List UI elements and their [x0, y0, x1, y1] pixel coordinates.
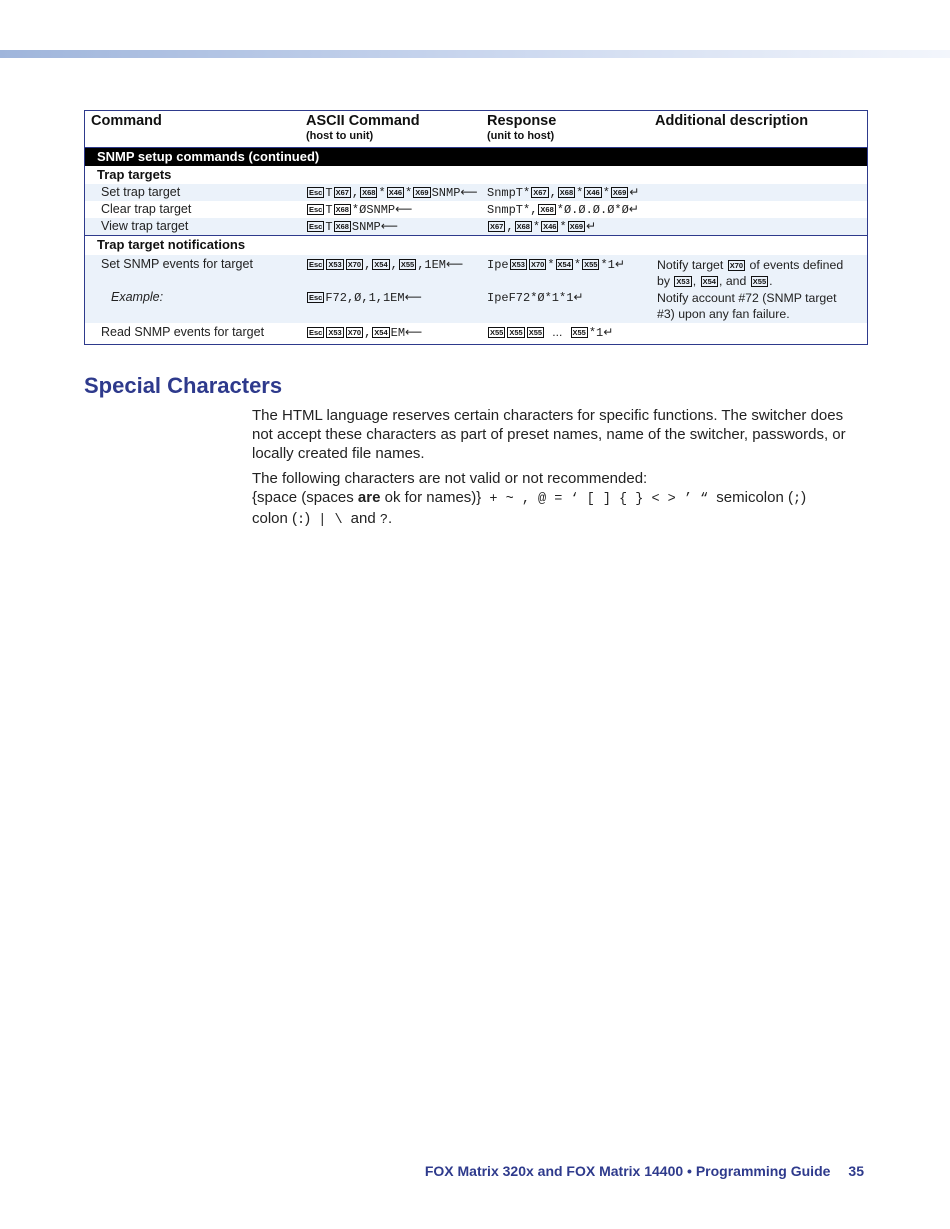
return-arrow-icon: ↵	[586, 219, 597, 233]
response: Ipe X53 X70 * X54 * X55 *1↵	[487, 257, 625, 272]
enter-arrow-icon: ⟵	[395, 202, 413, 216]
response: X67 , X68 * X46 * X69 ↵	[490, 219, 597, 234]
return-arrow-icon: ↵	[628, 202, 639, 216]
enter-arrow-icon: ⟵	[405, 325, 423, 339]
top-accent-bar	[0, 50, 950, 58]
row-label: Example:	[111, 290, 164, 304]
description: Notify target X70 of events defined by X53 , X54 , and X55 .	[657, 258, 844, 288]
page-footer	[425, 1163, 864, 1179]
row-label: Read SNMP events for target	[101, 325, 265, 339]
table-row	[85, 323, 867, 343]
footer-title: FOX Matrix 320x and FOX Matrix 14400 • Programming Guide	[424, 1163, 831, 1179]
page-number: 35	[848, 1163, 864, 1179]
group-title-trap-targets: Trap targets	[97, 167, 172, 182]
response: SnmpT*, X68 *Ø.Ø.Ø.Ø*Ø↵	[487, 202, 639, 217]
description: Notify account #72 (SNMP target #3) upon any fan failure.	[657, 291, 837, 321]
ascii-command: Esc T X68 SNMP⟵	[309, 219, 398, 234]
table-header	[85, 111, 867, 148]
row-label: Set SNMP events for target	[101, 257, 253, 271]
section-heading: Special Characters	[84, 373, 283, 398]
response: IpeF72*Ø*1*1↵	[487, 290, 584, 305]
ascii-command: Esc F72,Ø,1,1EM⟵	[309, 290, 422, 305]
ascii-command: Esc X53 X70 , X54 EM⟵	[309, 325, 423, 340]
return-arrow-icon: ↵	[629, 185, 640, 199]
enter-arrow-icon: ⟵	[460, 185, 478, 199]
col-response: Response (unit to host)	[487, 113, 557, 142]
enter-arrow-icon: ⟵	[404, 290, 422, 304]
col-command: Command	[91, 113, 162, 129]
return-arrow-icon: ↵	[603, 325, 614, 339]
ascii-command: Esc T X68 *ØSNMP⟵	[309, 202, 413, 217]
ascii-command: Esc X53 X70 , X54 , X55 ,1EM⟵	[309, 257, 464, 272]
ascii-command: Esc T X67 , X68 * X46 * X69 SNMP⟵	[309, 185, 478, 200]
enter-arrow-icon: ⟵	[380, 219, 398, 233]
row-label: Clear trap target	[101, 202, 192, 216]
table-row	[85, 201, 867, 218]
table-row	[85, 289, 867, 323]
row-label: Set trap target	[101, 185, 181, 199]
col-description: Additional description	[655, 113, 809, 129]
table-row	[85, 255, 867, 289]
return-arrow-icon: ↵	[573, 290, 584, 304]
enter-arrow-icon: ⟵	[446, 257, 464, 271]
table-row	[85, 184, 867, 201]
paragraph-invalid-chars: The following characters are not valid or not recommended: {space (spaces are ok for names)} + ~ , @ = ‘ [ ] { } < > ’ “ semicolon (;) colon (:) | \ and ?.	[252, 470, 807, 528]
paragraph-reserved: The HTML language reserves certain characters for specific functions. The switcher does not accept these characters as part of preset names, name of the switcher, passwords, or locally created file names.	[252, 407, 846, 462]
response: X55 X55 X55 ... X55 *1↵	[490, 325, 614, 340]
response: SnmpT* X67 , X68 * X46 * X69 ↵	[487, 185, 640, 200]
group-title-notifications: Trap target notifications	[97, 237, 246, 252]
col-ascii: ASCII Command (host to unit)	[306, 113, 420, 142]
row-label: View trap target	[101, 219, 189, 233]
row-divider	[85, 235, 867, 236]
command-table	[84, 110, 868, 345]
return-arrow-icon: ↵	[614, 257, 625, 271]
table-row	[85, 218, 867, 235]
section-title: SNMP setup commands (continued)	[85, 148, 867, 166]
